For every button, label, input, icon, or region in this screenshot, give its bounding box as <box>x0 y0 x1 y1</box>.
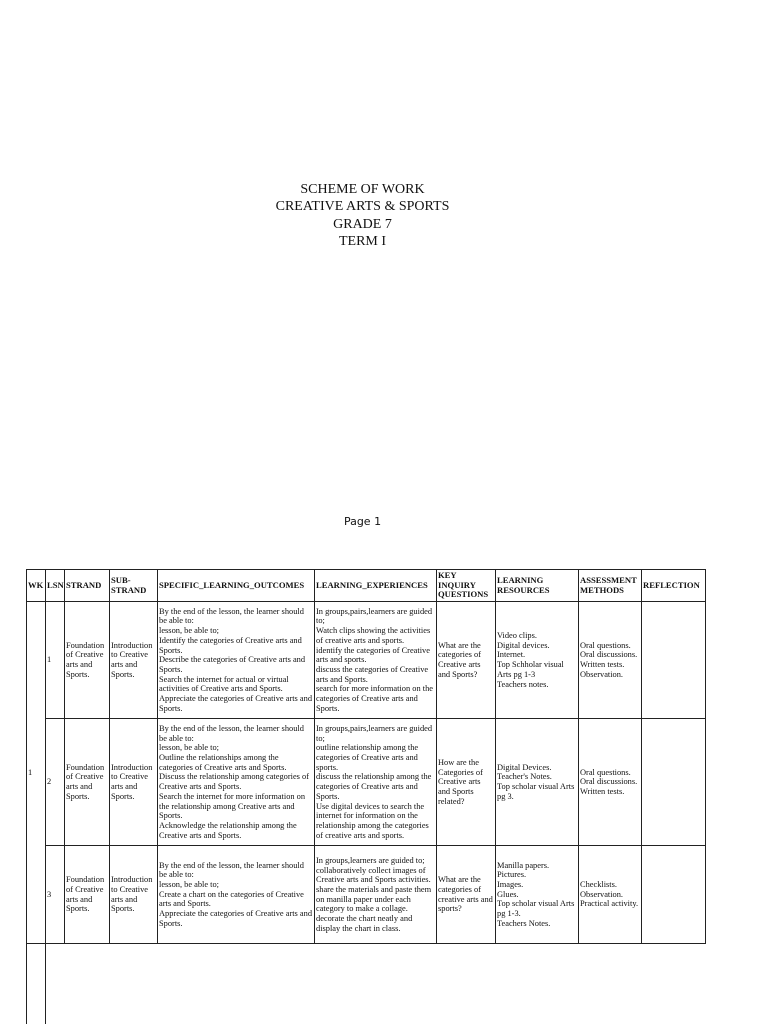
outcome-line: Acknowledge the relationship among the Creative arts and Sports. <box>159 820 297 840</box>
table-row <box>27 846 706 944</box>
assessment-line: Observation. <box>580 889 624 899</box>
resource-line: Top scholar visual Arts pg 1-3. <box>497 899 575 919</box>
resource-line: Top scholar visual Arts pg 3. <box>497 782 575 801</box>
table-inner-border-extension <box>45 940 46 1024</box>
assessment-line: Written tests. <box>580 786 625 796</box>
experiences-cell <box>315 846 437 944</box>
resource-line: Digital devices. <box>497 640 550 650</box>
sub-strand-cell: Introduction to Creative arts and Sports. <box>110 846 158 944</box>
lesson-cell: 1 <box>46 602 65 719</box>
experiences-cell <box>315 602 437 719</box>
title-line-4: TERM I <box>338 233 387 249</box>
assessment-line: Oral discussions. <box>580 650 638 660</box>
title-line-3: GRADE 7 <box>333 216 392 232</box>
header-questions: KEY INQUIRY QUESTIONS <box>437 570 496 602</box>
strand-cell: Foundation of Creative arts and Sports. <box>65 719 110 846</box>
assessment-line: Written tests. <box>580 660 625 670</box>
table-row <box>27 602 706 719</box>
reflection-cell <box>642 846 706 944</box>
questions-cell: What are the categories of creative arts and sports? <box>437 846 496 944</box>
experiences-cell <box>315 719 437 846</box>
outcome-line: Discuss the relationship among categories of Creative arts and Sports. <box>159 772 310 792</box>
experience-line: In groups,pairs,learners are guided to; <box>316 723 433 743</box>
outcome-line: lesson, be able to; <box>159 743 220 753</box>
assessment-line: Checklists. <box>580 880 617 890</box>
assessment-line: Oral discussions. <box>580 777 638 787</box>
outcomes-cell <box>158 846 315 944</box>
header-outcomes: SPECIFIC_LEARNING_OUTCOMES <box>158 570 315 602</box>
outcome-line: Identify the categories of Creative arts and Sports. <box>159 635 302 655</box>
outcome-line: By the end of the lesson, the learner should be able to: <box>159 606 304 626</box>
resources-cell <box>496 846 579 944</box>
table-row <box>27 719 706 846</box>
sub-strand-cell: Introduction to Creative arts and Sports. <box>110 719 158 846</box>
resource-line: Images. <box>497 880 524 890</box>
strand-cell: Foundation of Creative arts and Sports. <box>65 602 110 719</box>
header-assessment: ASSESSMENT METHODS <box>579 570 642 602</box>
assessment-line: Practical activity. <box>580 899 639 909</box>
assessment-line: Oral questions. <box>580 767 631 777</box>
sub-strand-cell: Introduction to Creative arts and Sports. <box>110 602 158 719</box>
table-header-row <box>27 570 706 602</box>
outcomes-cell <box>158 719 315 846</box>
outcome-line: Appreciate the categories of Creative arts and Sports. <box>159 909 313 928</box>
experience-line: collaboratively collect images of Creative arts and Sports activities. <box>316 865 431 885</box>
experience-line: identify the categories of Creative arts and sports. <box>316 645 430 665</box>
header-strand: STRAND <box>65 570 110 602</box>
header-resources: LEARNING RESOURCES <box>496 570 579 602</box>
assessment-line: Oral questions. <box>580 640 631 650</box>
experience-line: share the materials and paste them on manilla paper under each category to make a collage. <box>316 884 432 914</box>
outcome-line: Search the internet for more information on the relationship among Creative arts and Sports. <box>159 791 306 821</box>
reflection-cell <box>642 719 706 846</box>
resources-cell <box>496 719 579 846</box>
outcome-line: Create a chart on the categories of Creative arts and Sports. <box>159 889 304 909</box>
outcome-line: lesson, be able to; <box>159 626 220 636</box>
assessment-line: Observation. <box>580 669 624 679</box>
outcome-line: Outline the relationships among the categories of Creative arts and Sports. <box>159 753 287 772</box>
outcome-line: lesson, be able to; <box>159 880 220 890</box>
resource-line: Teachers Notes. <box>497 918 551 928</box>
resource-line: Top Schholar visual Arts pg 1-3 <box>497 660 564 679</box>
experience-line: In groups,learners are guided to; <box>316 855 425 865</box>
header-sub-strand: SUB-STRAND <box>110 570 158 602</box>
outcome-line: By the end of the lesson, the learner should be able to: <box>159 860 304 880</box>
header-lsn: LSN <box>46 570 65 602</box>
experience-line: discuss the relationship among the categories of Creative arts and Sports. <box>316 772 432 801</box>
resource-line: Pictures. <box>497 870 527 880</box>
page-number: Page 1 <box>343 515 382 528</box>
strand-cell: Foundation of Creative arts and Sports. <box>65 846 110 944</box>
experience-line: Watch clips showing the activities of creative arts and sports. <box>316 626 431 645</box>
title-line-2: CREATIVE ARTS & SPORTS <box>275 199 450 215</box>
resource-line: Digital Devices. <box>497 762 552 772</box>
outcomes-cell <box>158 602 315 719</box>
header-wk: WK <box>27 570 46 602</box>
questions-cell: How are the Categories of Creative arts and Sports related? <box>437 719 496 846</box>
assessment-cell <box>579 719 642 846</box>
header-reflection: REFLECTION <box>642 570 706 602</box>
lesson-cell: 3 <box>46 846 65 944</box>
outcome-line: Describe the categories of Creative arts and Sports. <box>159 655 306 674</box>
assessment-cell <box>579 846 642 944</box>
reflection-cell <box>642 602 706 719</box>
assessment-cell <box>579 602 642 719</box>
experience-line: Use digital devices to search the internet for information on the relationship among the categories of creative arts and sports. <box>316 801 429 840</box>
outcome-line: Search the internet for actual or virtual activities of Creative arts and Sports. <box>159 674 289 694</box>
resource-line: Internet. <box>497 650 526 660</box>
outcome-line: By the end of the lesson, the learner should be able to: <box>159 723 304 743</box>
outcome-line: Appreciate the categories of Creative arts and Sports. <box>159 694 313 713</box>
resource-line: Glues. <box>497 889 519 899</box>
experience-line: discuss the categories of Creative arts and Sports. <box>316 664 429 684</box>
table-left-border-extension <box>26 940 27 1024</box>
resource-line: Teachers notes. <box>497 679 549 689</box>
document-title <box>0 181 725 250</box>
experience-line: decorate the chart neatly and display the chart in class. <box>316 914 413 933</box>
lesson-cell: 2 <box>46 719 65 846</box>
resource-line: Video clips. <box>497 631 537 640</box>
questions-cell: What are the categories of Creative arts and Sports? <box>437 602 496 719</box>
experience-line: search for more information on the categories of Creative arts and Sports. <box>316 684 433 713</box>
resources-cell <box>496 602 579 719</box>
title-line-1: SCHEME OF WORK <box>300 182 425 197</box>
week-cell: 1 <box>27 602 46 944</box>
scheme-of-work-table <box>26 569 706 944</box>
experience-line: In groups,pairs,learners are guided to; <box>316 606 433 626</box>
experience-line: outline relationship among the categories of Creative arts and sports. <box>316 743 419 772</box>
resource-line: Teacher's Notes. <box>497 772 552 782</box>
header-experiences: LEARNING_EXPERIENCES <box>315 570 437 602</box>
resource-line: Manilla papers. <box>497 860 550 870</box>
